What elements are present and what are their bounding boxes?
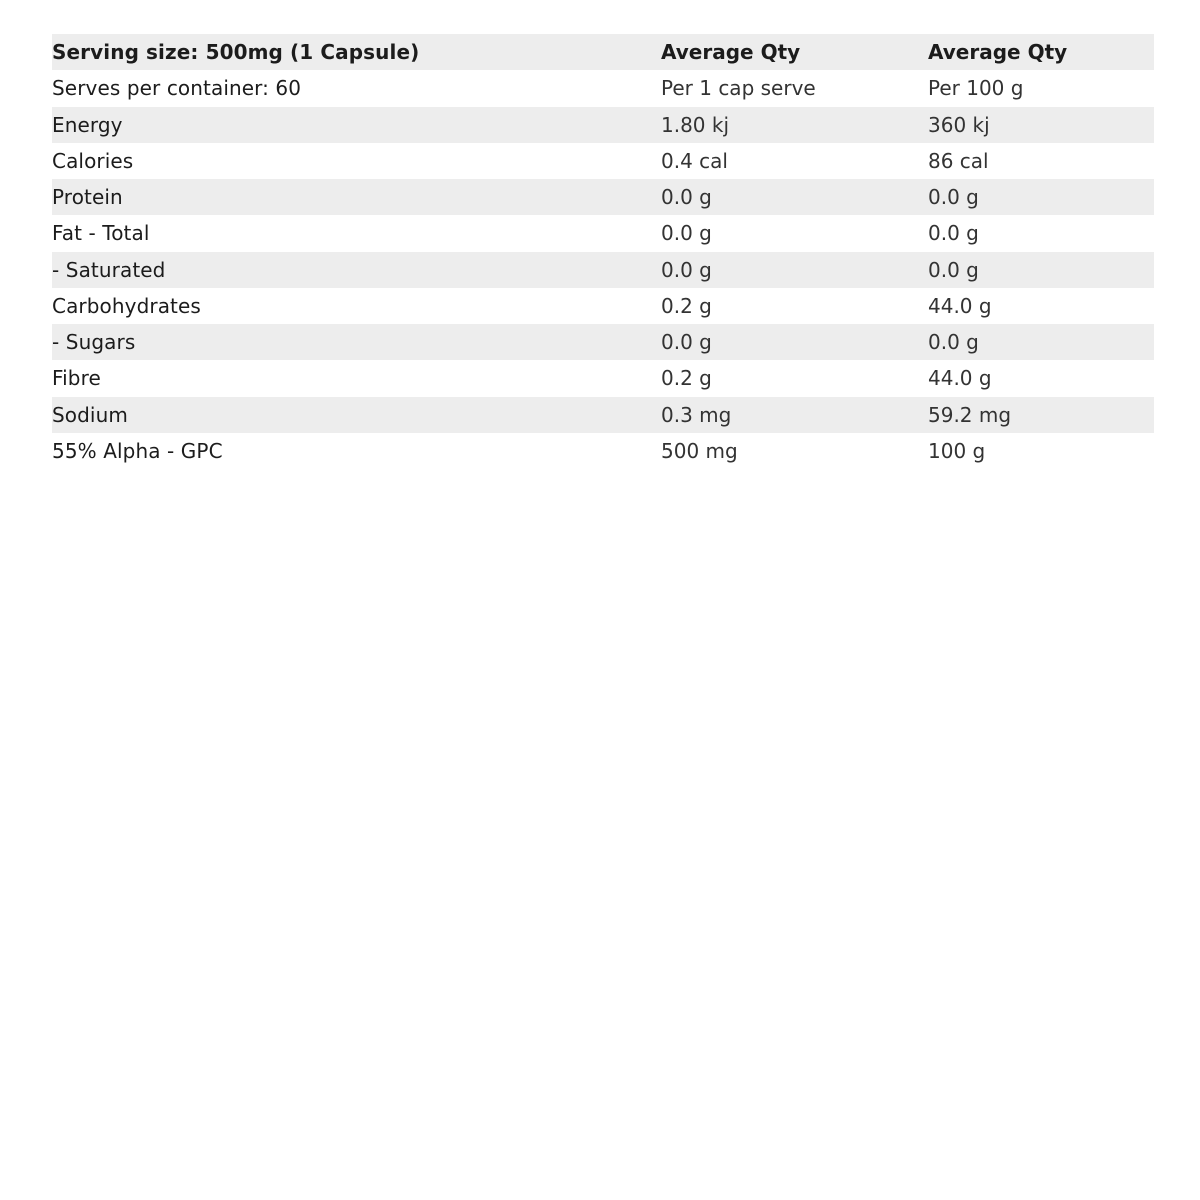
table-row — [52, 215, 1154, 251]
nutrient-name: Calories — [52, 148, 134, 173]
table-row — [52, 179, 1154, 215]
per-100g-value: 0.0 g — [928, 221, 979, 246]
table-row — [52, 397, 1154, 433]
per-100g-value: 0.0 g — [928, 252, 1154, 288]
nutrient-name: Sodium — [52, 397, 661, 433]
table-row — [52, 143, 1154, 179]
table-row — [52, 288, 1154, 324]
serves-per-container-label: Serves per container: 60 — [52, 76, 302, 101]
per-100g-column-header: Average Qty — [928, 34, 1154, 70]
nutrient-name: Fibre — [52, 366, 101, 391]
table-row — [52, 433, 1154, 469]
table-row — [52, 107, 1154, 143]
nutrient-name: - Saturated — [52, 252, 661, 288]
per-serve-value: 500 mg — [661, 438, 738, 463]
per-100g-value: 0.0 g — [928, 179, 1154, 215]
per-100g-value: 44.0 g — [928, 293, 992, 318]
per-100g-column-subheader: Per 100 g — [928, 76, 1024, 101]
table-row — [52, 324, 1154, 360]
per-serve-value: 0.0 g — [661, 252, 928, 288]
per-serve-value: 0.0 g — [661, 221, 712, 246]
per-serve-value: 0.0 g — [661, 324, 928, 360]
nutrient-name: - Sugars — [52, 324, 661, 360]
per-serve-value: 0.2 g — [661, 366, 712, 391]
per-serve-column-header: Average Qty — [661, 34, 928, 70]
per-serve-column-subheader: Per 1 cap serve — [661, 76, 816, 101]
nutrient-name: Carbohydrates — [52, 293, 201, 318]
per-serve-value: 0.3 mg — [661, 397, 928, 433]
per-100g-value: 44.0 g — [928, 366, 992, 391]
nutrient-name: Energy — [52, 107, 661, 143]
per-serve-value: 0.4 cal — [661, 148, 728, 173]
per-100g-value: 86 cal — [928, 148, 989, 173]
per-serve-value: 0.2 g — [661, 293, 712, 318]
serving-size-label: Serving size: 500mg (1 Capsule) — [52, 34, 661, 70]
per-serve-value: 1.80 kj — [661, 107, 928, 143]
nutrient-name: Protein — [52, 179, 661, 215]
nutrient-name: Fat - Total — [52, 221, 150, 246]
per-serve-value: 0.0 g — [661, 179, 928, 215]
per-100g-value: 0.0 g — [928, 324, 1154, 360]
nutrient-name: 55% Alpha - GPC — [52, 438, 223, 463]
table-row — [52, 252, 1154, 288]
per-100g-value: 59.2 mg — [928, 397, 1154, 433]
nutrition-information-table — [52, 34, 1154, 469]
header-row — [52, 34, 1154, 70]
per-100g-value: 100 g — [928, 438, 986, 463]
subheader-row — [52, 70, 1154, 106]
table-row — [52, 360, 1154, 396]
per-100g-value: 360 kj — [928, 107, 1154, 143]
